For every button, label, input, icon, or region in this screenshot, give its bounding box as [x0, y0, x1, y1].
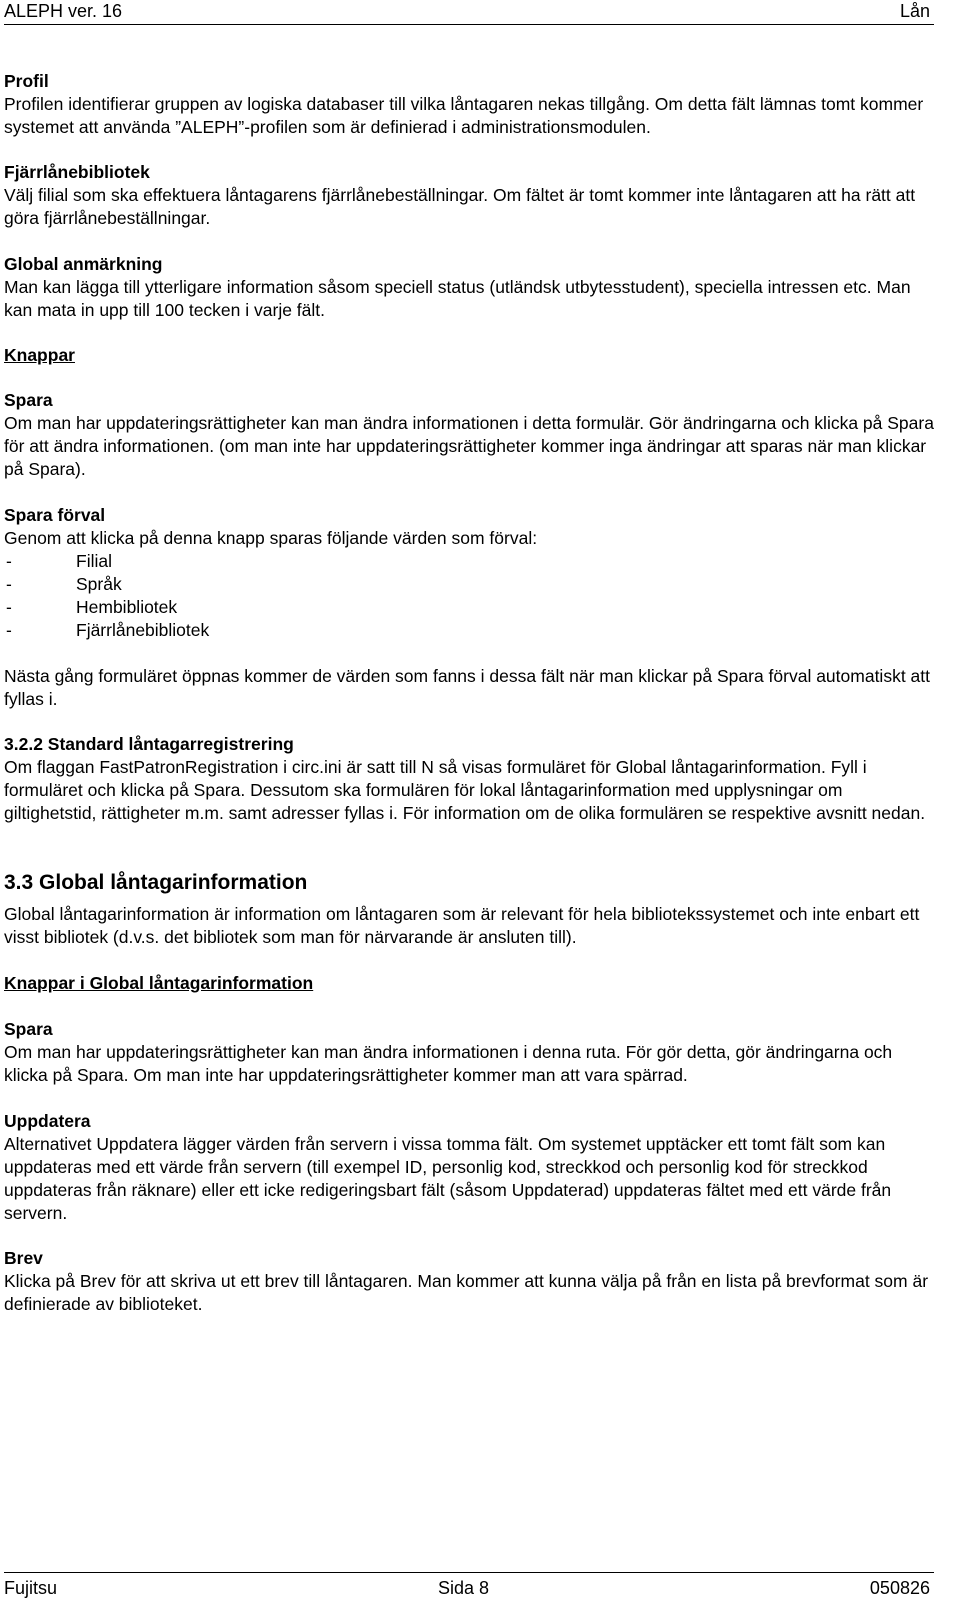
- heading-standard-reg: 3.2.2 Standard låntagarregistrering: [4, 734, 294, 754]
- heading-uppdatera: Uppdatera: [4, 1111, 91, 1131]
- section-fjarrlan: [4, 161, 934, 230]
- section-profil: [4, 70, 934, 139]
- section-knappar: [4, 344, 934, 367]
- text-uppdatera: Alternativet Uppdatera lägger värden från servern i vissa tomma fält. Om systemet upptäcker ett tomt fält som kan uppdateras med ett värde från servern (till exempel ID, personlig kod, streckkod och personlig kod för streckkod uppdateras från räknare) eller ett icke redigeringsbart fält (såsom Uppdaterad) uppdateras fältet med ett värde från servern.: [4, 1134, 892, 1223]
- section-brev: [4, 1247, 934, 1316]
- forval-list: [4, 550, 934, 642]
- footer-page-number: Sida 8: [438, 1578, 490, 1598]
- heading-spara2: Spara: [4, 1019, 53, 1039]
- heading-brev: Brev: [4, 1248, 43, 1268]
- text-spara2: Om man har uppdateringsrättigheter kan man ändra informationen i denna ruta. För gör detta, gör ändringarna och klicka på Spara. Om man inte har uppdateringsrättigheter kommer man att vara spärrad.: [4, 1042, 893, 1085]
- heading-global-info: 3.3 Global låntagarinformation: [4, 871, 308, 894]
- section-knappar-global: [4, 972, 934, 995]
- heading-spara-forval: Spara förval: [4, 505, 106, 525]
- list-item: - Språk: [6, 574, 122, 594]
- heading-spara: Spara: [4, 390, 53, 410]
- text-spara-forval: Genom att klicka på denna knapp sparas följande värden som förval:: [4, 528, 538, 548]
- heading-knappar-global: Knappar i Global låntagarinformation: [4, 973, 314, 993]
- heading-fjarrlan: Fjärrlånebibliotek: [4, 162, 150, 182]
- page-header: [4, 0, 934, 25]
- text-global-info: Global låntagarinformation är information om låntagaren som är relevant för hela bibliotekssystemet och inte enbart ett visst bibliotek (d.v.s. det bibliotek som man för närvarande är ansluten till).: [4, 904, 920, 947]
- section-spara: [4, 389, 934, 481]
- text-profil: Profilen identifierar gruppen av logiska databaser till vilka låntagaren nekas tillgång. Om detta fält lämnas tomt kommer systemet att använda ”ALEPH”-profilen som är definierad i administrationsmodulen.: [4, 94, 924, 137]
- text-spara: Om man har uppdateringsrättigheter kan man ändra informationen i detta formulär. Gör ändringarna och klicka på Spara för att ändra informationen. (om man inte har uppdateringsrättigheter kommer inga ändringar att sparas när man klickar på Spara).: [4, 413, 934, 479]
- footer-company: Fujitsu: [4, 1578, 58, 1598]
- section-spara-forval: [4, 504, 934, 711]
- list-item: - Filial: [6, 551, 112, 571]
- footer-date: 050826: [869, 1578, 930, 1598]
- text-fjarrlan: Välj filial som ska effektuera låntagarens fjärrlånebeställningar. Om fältet är tomt kommer inte låntagaren att ha rätt att göra fjärrlånebeställningar.: [4, 185, 916, 228]
- text-brev: Klicka på Brev för att skriva ut ett brev till låntagaren. Man kommer att kunna välja på från en lista på brevformat som är definierade av biblioteket.: [4, 1271, 929, 1314]
- heading-global-anmarkning: Global anmärkning: [4, 254, 163, 274]
- list-item: - Hembibliotek: [6, 597, 178, 617]
- document-body: [4, 70, 934, 1316]
- header-chapter: Lån: [899, 1, 930, 21]
- list-item: - Fjärrlånebibliotek: [6, 620, 210, 640]
- text-spara-forval-after: Nästa gång formuläret öppnas kommer de värden som fanns i dessa fält när man klickar på Spara förval automatiskt att fyllas i.: [4, 666, 931, 709]
- text-global-anmarkning: Man kan lägga till ytterligare information såsom speciell status (utländsk utbytesstudent), speciella intressen etc. Man kan mata in upp till 100 tecken i varje fält.: [4, 277, 911, 320]
- section-uppdatera: [4, 1110, 934, 1225]
- section-spara2: [4, 1018, 934, 1087]
- heading-profil: Profil: [4, 71, 49, 91]
- section-global-anmarkning: [4, 253, 934, 322]
- heading-knappar: Knappar: [4, 345, 75, 365]
- section-standard-reg: [4, 733, 934, 825]
- header-title: ALEPH ver. 16: [4, 1, 123, 21]
- section-global-info: [4, 869, 934, 949]
- text-standard-reg: Om flaggan FastPatronRegistration i circ.ini är satt till N så visas formuläret för Global låntagarinformation. Fyll i formuläret och klicka på Spara. Dessutom ska formulären för lokal låntagarinformation med upplysningar om giltighetstid, rättigheter m.m. samt adresser fyllas i. För information om de olika formulären se respektive avsnitt nedan.: [4, 757, 926, 823]
- page-footer: [4, 1572, 934, 1599]
